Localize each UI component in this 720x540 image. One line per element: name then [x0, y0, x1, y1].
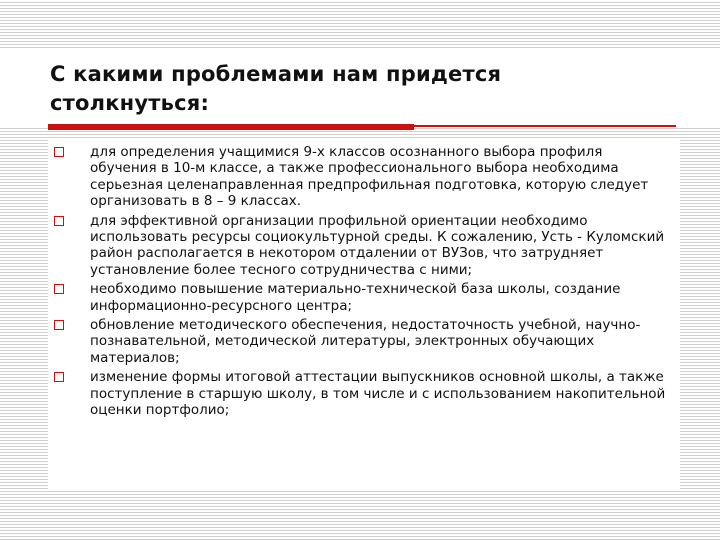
bullet-item: [54, 317, 672, 366]
bullet-list: [54, 144, 672, 422]
bullet-item: [54, 281, 672, 314]
title-underline-accent: [48, 124, 414, 130]
bullet-text: изменение формы итоговой аттестации выпускников основной школы, а также поступление в старшую школу, в том числе и с использованием накопительной оценки портфолио;: [90, 369, 666, 419]
slide-title: С какими проблемами нам придется столкнуться:: [50, 62, 502, 115]
hollow-square-icon: [54, 284, 64, 294]
bullet-text: обновление методического обеспечения, недостаточность учебной, научно-познавательной, методической литературы, электронных обучающих материалов;: [90, 317, 641, 366]
bullet-text: для эффективной организации профильной ориентации необходимо использовать ресурсы социокультурной среды. К сожалению, Усть - Куломский район располагается в некотором отдалении от ВУЗов, что затрудняет установление более тесного сотрудничества с ними;: [90, 212, 665, 278]
bullet-item: [54, 369, 672, 418]
hollow-square-icon: [54, 320, 64, 330]
background-stripes-top: [0, 0, 720, 50]
bullet-text: необходимо повышение материально-технической база школы, создание информационно-ресурсного центра;: [90, 281, 621, 314]
bullet-item: [54, 144, 672, 210]
hollow-square-icon: [54, 372, 64, 382]
bullet-text: для определения учащимися 9-х классов осознанного выбора профиля обучения в 10-м классе, а также профессионального выбора необходима серьезная целенаправленная предпрофильная подготовка, которую следует организовать в 8 – 9 классах.: [90, 144, 649, 210]
hollow-square-icon: [54, 216, 64, 226]
bullet-item: [54, 213, 672, 279]
title-underline-thin: [414, 125, 676, 127]
hollow-square-icon: [54, 147, 64, 157]
